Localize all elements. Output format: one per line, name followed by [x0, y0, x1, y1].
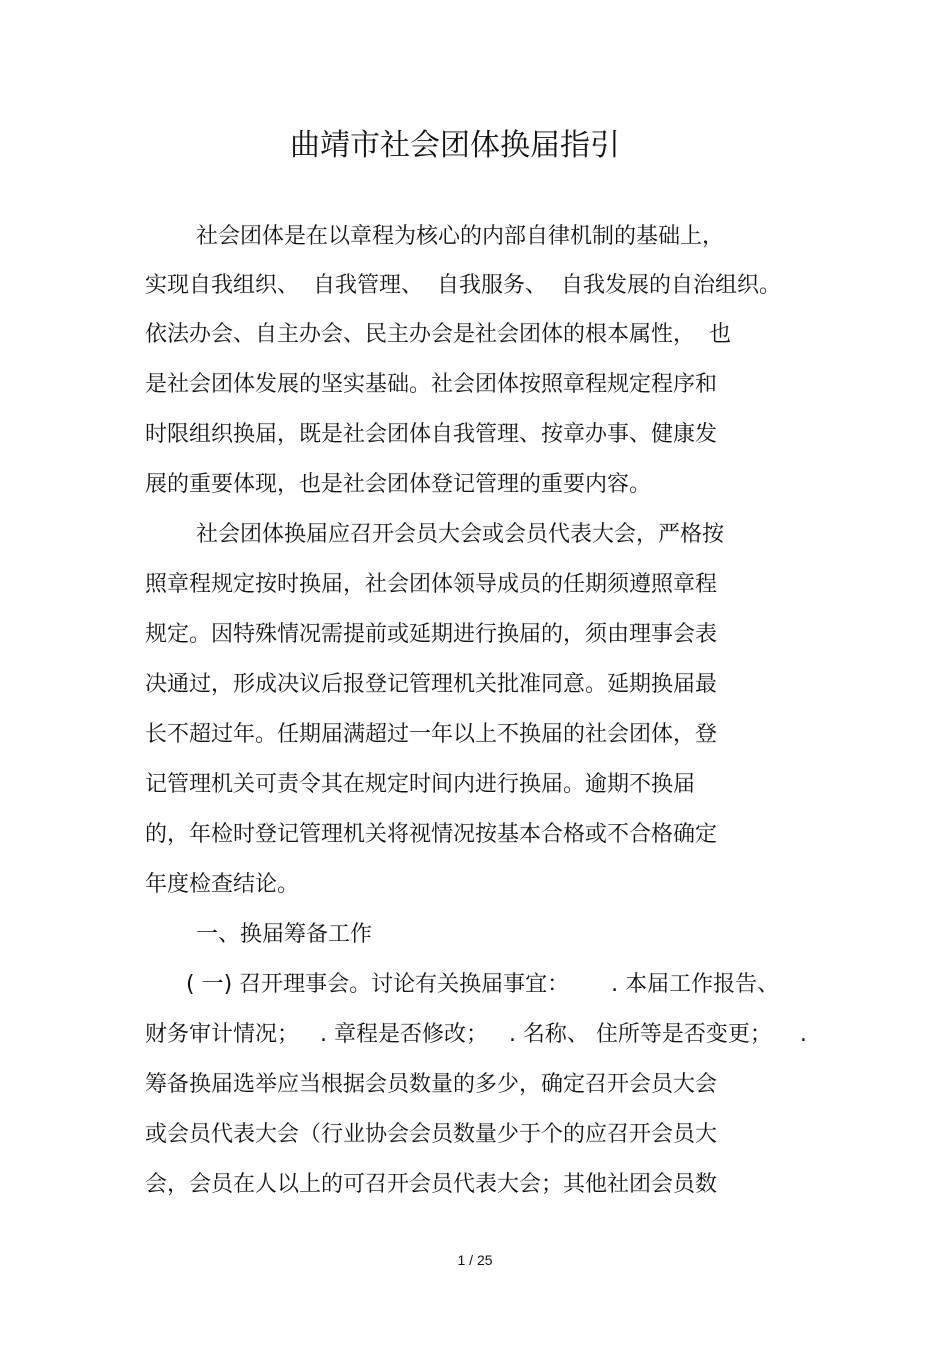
text-line: 时限组织换届，既是社会团体自我管理、按章办事、健康发 — [145, 422, 718, 447]
text-line: 照章程规定按时换届，社会团体领导成员的任期须遵照章程 — [145, 572, 718, 597]
text-line: 的，年检时登记管理机关将视情况按基本合格或不合格确定 — [145, 822, 718, 847]
text-line: 社会团体是在以章程为核心的内部自律机制的基础上， — [196, 224, 725, 249]
page-number: 1 / 25 — [457, 1252, 493, 1268]
section-heading: 一、换届筹备工作 — [196, 922, 373, 947]
text-line: 长不超过年。任期届满超过一年以上不换届的社会团体，登 — [145, 722, 718, 747]
text-line: 实现自我组织、 自我管理、 自我服务、 自我发展的自治组织。 — [145, 273, 781, 298]
text-line: 社会团体换届应召开会员大会或会员代表大会，严格按 — [196, 522, 725, 547]
text-line: 会，会员在人以上的可召开会员代表大会；其他社团会员数 — [145, 1172, 718, 1197]
text-line: 记管理机关可责令其在规定时间内进行换届。逾期不换届 — [145, 772, 696, 797]
text-line: 筹备换届选举应当根据会员数量的多少，确定召开会员大会 — [145, 1072, 718, 1097]
text-line: 财务审计情况； . 章程是否修改； . 名称、 住所等是否变更； . — [145, 1022, 807, 1047]
text-line: ( 一) 召开理事会。讨论有关换届事宜： . 本届工作报告、 — [186, 972, 780, 997]
text-line: 年度检查结论。 — [145, 872, 300, 897]
document-title: 曲靖市社会团体换届指引 — [290, 128, 620, 163]
text-line: 是社会团体发展的坚实基础。社会团体按照章程规定程序和 — [145, 372, 718, 397]
text-line: 展的重要体现，也是社会团体登记管理的重要内容。 — [145, 472, 652, 497]
text-line: 决通过，形成决议后报登记管理机关批准同意。延期换届最 — [145, 672, 718, 697]
text-line: 或会员代表大会（行业协会会员数量少于个的应召开会员大 — [145, 1122, 718, 1147]
text-line: 依法办会、自主办会、民主办会是社会团体的根本属性， 也 — [145, 322, 731, 347]
text-line: 规定。因特殊情况需提前或延期进行换届的，须由理事会表 — [145, 622, 718, 647]
